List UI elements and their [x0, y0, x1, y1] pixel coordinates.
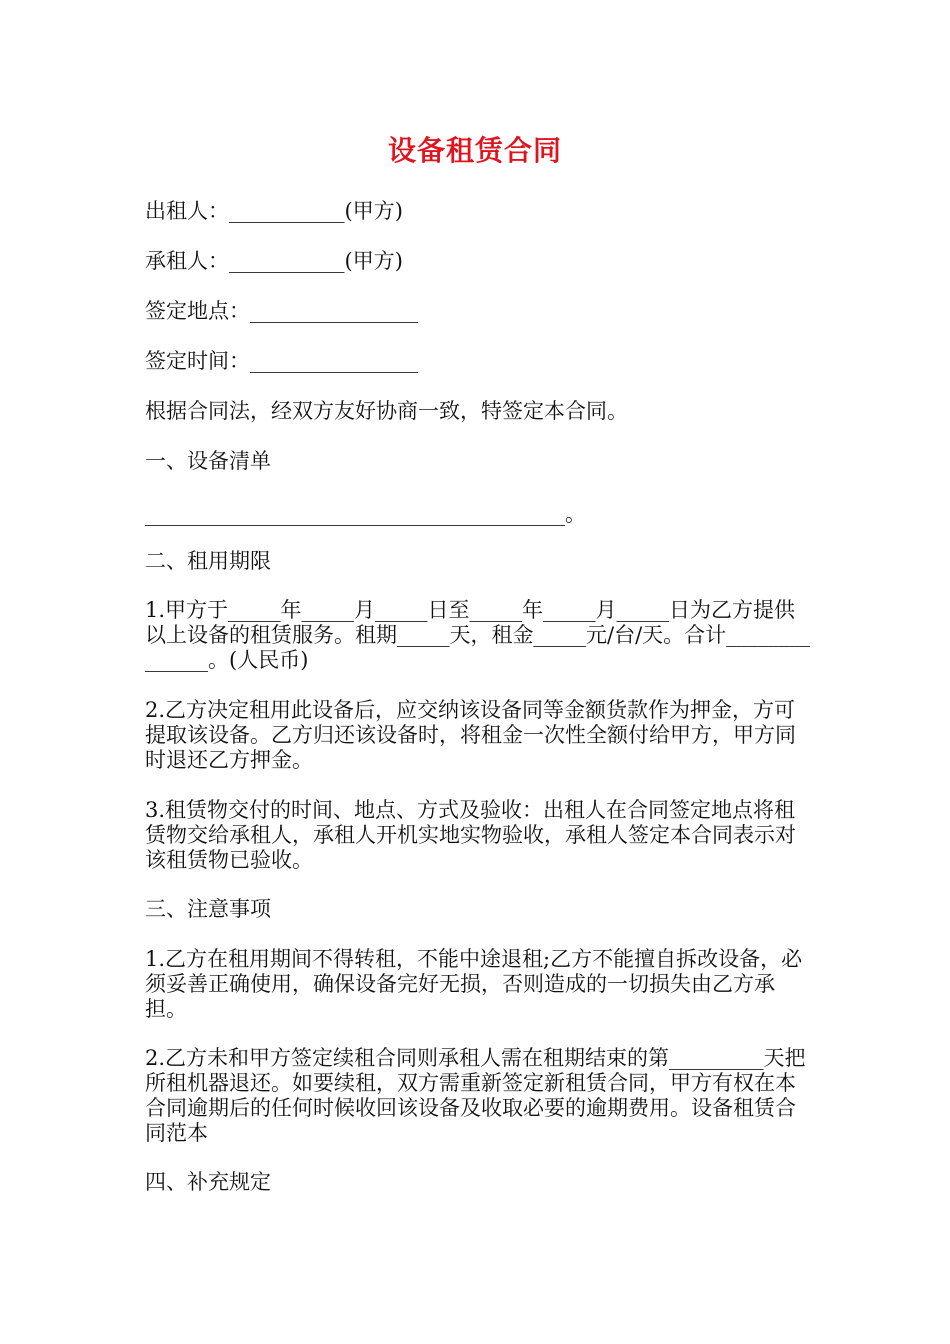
equipment-list-blank: ________________________________________。	[145, 502, 586, 526]
section-3-clause-2: 2.乙方未和甲方签定续租合同则承租人需在租期结束的第_________天把所租机器退还。如要续租，双方需重新签定新租赁合同，甲方有权在本合同逾期后的任何时候收回该设备及收取必要的逾期费用。设备租赁合同范本	[145, 1046, 806, 1145]
sign-place-line: 签定地点：________________	[145, 299, 418, 323]
section-1-heading: 一、设备清单	[145, 449, 271, 473]
lessor-line: 出租人：___________(甲方)	[145, 199, 403, 223]
section-3-heading: 三、注意事项	[145, 897, 271, 921]
section-2-clause-3: 3.租赁物交付的时间、地点、方式及验收：出租人在合同签定地点将租赁物交给承租人，承租人开机实地实物验收，承租人签定本合同表示对该租赁物已验收。	[145, 798, 796, 872]
preamble: 根据合同法，经双方友好协商一致，特签定本合同。	[145, 399, 628, 423]
section-2-clause-2: 2.乙方决定租用此设备后，应交纳该设备同等金额货款作为押金，方可提取该设备。乙方归还该设备时，将租金一次性全额付给甲方，甲方同时退还乙方押金。	[145, 698, 796, 772]
section-2-heading: 二、租用期限	[145, 549, 271, 573]
document-title: 设备租赁合同	[387, 134, 562, 167]
section-2-clause-1: 1.甲方于_____年_____月_____日至_____年_____月_____日为乙方提供以上设备的租赁服务。租期_____天，租金_____元/台/天。合计______________。(人民币)	[145, 598, 811, 672]
section-4-heading: 四、补充规定	[145, 1170, 271, 1194]
section-3-clause-1: 1.乙方在租用期间不得转租，不能中途退租;乙方不能擅自拆改设备，必须妥善正确使用，确保设备完好无损，否则造成的一切损失由乙方承担。	[145, 947, 803, 1021]
sign-time-line: 签定时间：________________	[145, 349, 418, 373]
lessee-line: 承租人：___________(甲方)	[145, 249, 403, 273]
